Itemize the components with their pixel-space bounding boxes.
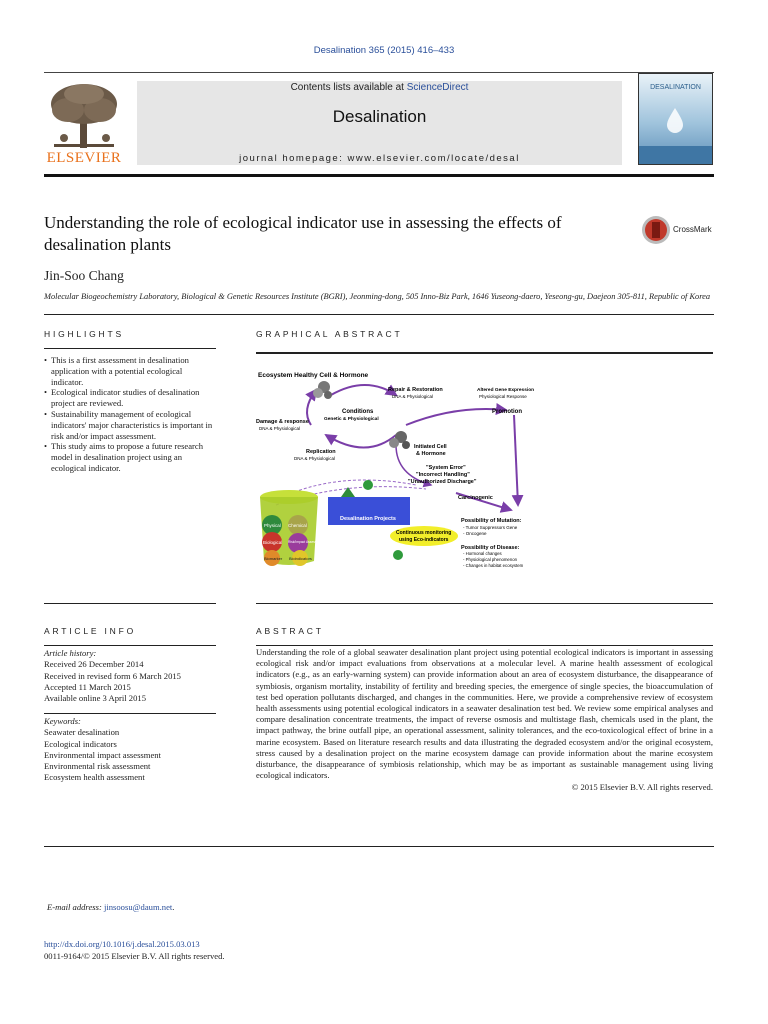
- highlights-heading: HIGHLIGHTS: [44, 329, 124, 339]
- ga-label-biological: Biological: [263, 540, 283, 545]
- ga-label-mutation: Possibility of Mutation:: [461, 518, 522, 524]
- issn-line: 0011-9164/© 2015 Elsevier B.V. All rights reserved.: [44, 951, 225, 961]
- email-label: E-mail address:: [47, 902, 104, 912]
- history-item: Received in revised form 6 March 2015: [44, 670, 181, 681]
- journal-homepage[interactable]: journal homepage: www.elsevier.com/locate/desal: [239, 153, 520, 164]
- journal-cover-thumbnail[interactable]: [638, 73, 713, 165]
- ga-label-desal-projects: Desalination Projects: [340, 516, 396, 522]
- ga-label-replication: Replication: [306, 449, 336, 455]
- header-rule: [44, 72, 714, 73]
- ga-label-damage-sub: DNA & Physiological: [259, 426, 301, 431]
- ga-label-altered-sub: Physiological Response: [479, 394, 527, 399]
- ga-label-promotion: Promotion: [492, 409, 522, 415]
- highlight-item: • This is a first assessment in desalination application with a potential ecological indicator.: [44, 355, 216, 387]
- article-title: Understanding the role of ecological indicator use in assessing the effects of desalination plants: [44, 213, 562, 254]
- ga-label-mutation-1: - Tumor Suppressors Gene: [463, 525, 518, 530]
- keyword-item: Seawater desalination: [44, 727, 120, 738]
- ga-label-bioindicators: Bioindicators: [289, 556, 312, 561]
- highlights-list: [44, 355, 216, 474]
- abstract-copyright: © 2015 Elsevier B.V. All rights reserved.: [571, 782, 713, 793]
- author-affiliation: Molecular Biogeochemistry Laboratory, Biological & Genetic Resources Institute (BGRI), Jeonming-dong, 505 Inno-Biz Park, 1646 Yuseong-daero, Yeseong-gu, Daejeon 305-811, Republic of Korea: [44, 292, 711, 301]
- abstract-top-rule: [256, 603, 713, 604]
- graphical-abstract-diagram: [256, 365, 556, 570]
- article-info-top-rule: [44, 603, 216, 604]
- ga-label-disease-1: - Hormonal changes: [463, 551, 502, 556]
- water-drop-icon: [639, 74, 712, 164]
- ga-label-repair: Repair & Restoration: [388, 387, 443, 393]
- journal-name: Desalination: [332, 107, 427, 126]
- abstract-body: [256, 647, 713, 794]
- doi-link[interactable]: http://dx.doi.org/10.1016/j.desal.2015.03.013: [44, 939, 200, 949]
- ga-label-chemical: Chemical: [288, 523, 307, 528]
- ga-label-replication-sub: DNA & Physiological: [294, 456, 336, 461]
- ga-label-initiated-2: & Hormone: [416, 451, 446, 457]
- abstract-bottom-rule: [44, 846, 714, 847]
- email-end: .: [172, 902, 175, 912]
- ga-label-initiated: Initiated Cell: [414, 444, 447, 450]
- ga-label-carcinogenic: Carcinogenic: [458, 495, 493, 501]
- history-item: Available online 3 April 2015: [44, 693, 146, 704]
- history-item: Received 26 December 2014: [44, 659, 144, 670]
- keywords-label: Keywords:: [44, 716, 81, 726]
- article-info-heading: ARTICLE INFO: [44, 626, 137, 636]
- article-history: [44, 648, 216, 704]
- keywords-block: [44, 716, 216, 784]
- header-thick-rule: [44, 174, 714, 177]
- author-name: Jin-Soo Chang: [44, 268, 124, 283]
- elsevier-wordmark: ELSEVIER: [46, 150, 122, 166]
- ga-label-ecosystem: Ecosystem Healthy Cell & Hormone: [258, 372, 369, 379]
- ga-label-conditions: Conditions: [342, 409, 374, 415]
- ga-label-disease: Possibility of Disease:: [461, 545, 520, 551]
- journal-citation[interactable]: Desalination 365 (2015) 416–433: [313, 45, 455, 56]
- keyword-item: Environmental impact assessment: [44, 749, 161, 760]
- ga-label-repair-sub: DNA & Physiological: [392, 394, 434, 399]
- affiliation-rule: [44, 314, 714, 315]
- journal-banner: [137, 81, 622, 165]
- ga-label-conditions-sub: Genetic & Physiological: [324, 417, 379, 422]
- ga-label-disease-2: - Physiological phenomenon: [463, 557, 517, 562]
- history-item: Accepted 11 March 2015: [44, 681, 131, 692]
- highlight-item: • This study aims to propose a future research model in desalination project using an ecological indicator.: [44, 441, 216, 473]
- abstract-rule: [256, 645, 713, 646]
- ga-label-unauthorized: "Unauthorized Discharge": [408, 479, 477, 485]
- ga-label-mutation-2: - Oncogene: [463, 531, 487, 536]
- keyword-item: Environmental risk assessment: [44, 761, 151, 772]
- crossmark-icon: [641, 215, 671, 245]
- keyword-item: Ecosystem health assessment: [44, 772, 145, 783]
- keyword-item: Ecological indicators: [44, 738, 117, 749]
- highlight-item: • Ecological indicator studies of desalination project are reviewed.: [44, 387, 216, 409]
- highlights-rule: [44, 348, 216, 349]
- article-info-rule: [44, 645, 216, 646]
- ga-label-monitoring: Continuous monitoring: [396, 530, 452, 536]
- email-link[interactable]: jinsoosu@daum.net: [103, 902, 173, 912]
- article-history-label: Article history:: [44, 648, 97, 658]
- ga-label-risk: Risk/Impact Assessment: [288, 540, 324, 544]
- crossmark-button[interactable]: [641, 215, 716, 245]
- ga-label-damage: Damage & response: [256, 419, 309, 425]
- cover-title: DESALINATION: [650, 84, 701, 91]
- ga-label-physical: Physical: [264, 523, 281, 528]
- abstract-text: Understanding the role of a global seawater desalination plant project using potential ecological indicators is important in assessing ecological risk and/or impact evaluations from observations at a molecular level. A marine health assessment of ecological indicators (e.g., as an early-warning system) can provide information about an area of ecosystem disturbance, the disappearance of symbiosis, organism mortality, instability of fertility and breeding species, the emergence of single species, the bioaccumulation of test bed operation pollutants discharged, and changes in the communities. Here, we provide a comprehensive review of ecosystem health assessments using potential ecological indicators in a seawater desalination test bed. We review some empirical analyses and compare desalination concentrate treatments, the impact of reverse osmosis and multistage flash, chemicals used in the plant, the impact pathway, the brine outfall pipe, an operational assessment, salinity tolerances, and the eco-toxicological effect of brine in a marine ecosystem. Based on literature research results and data illustrating the degraded ecosystem and/or the original ecosystem, stress caused by a desalination project on the marine ecosystem damage can provide information about the marine ecosystem disturbance, the disappearance of symbiosis relationship, which may be as important as sustainable management using living ecological indicators.: [256, 647, 713, 781]
- graphical-abstract-rule: [256, 352, 713, 354]
- ga-label-incorrect: "Incorrect Handling": [416, 472, 470, 478]
- keywords-rule: [44, 713, 216, 714]
- contents-prefix: Contents lists available at: [290, 82, 407, 93]
- abstract-heading: ABSTRACT: [256, 626, 324, 636]
- elsevier-logo[interactable]: [44, 80, 124, 168]
- crossmark-label: CrossMark: [673, 225, 712, 234]
- graphical-abstract-heading: GRAPHICAL ABSTRACT: [256, 329, 403, 339]
- email-line: [47, 902, 174, 912]
- ga-label-system-error: "System Error": [426, 465, 466, 471]
- ga-label-biomarker: Biomarker: [264, 556, 283, 561]
- sciencedirect-link[interactable]: ScienceDirect: [406, 82, 469, 93]
- graphical-abstract-figure: [256, 365, 556, 570]
- highlight-item: • Sustainability management of ecological indicators' major characteristics is important in risk and/or impact assessment.: [44, 409, 216, 441]
- ga-label-altered: Altered Gene Expression: [477, 388, 535, 393]
- contents-line: [137, 82, 622, 93]
- ga-label-monitoring-2: using Eco-indicators: [399, 537, 449, 543]
- ga-label-disease-3: - Changes in habitat ecosystem: [463, 563, 524, 568]
